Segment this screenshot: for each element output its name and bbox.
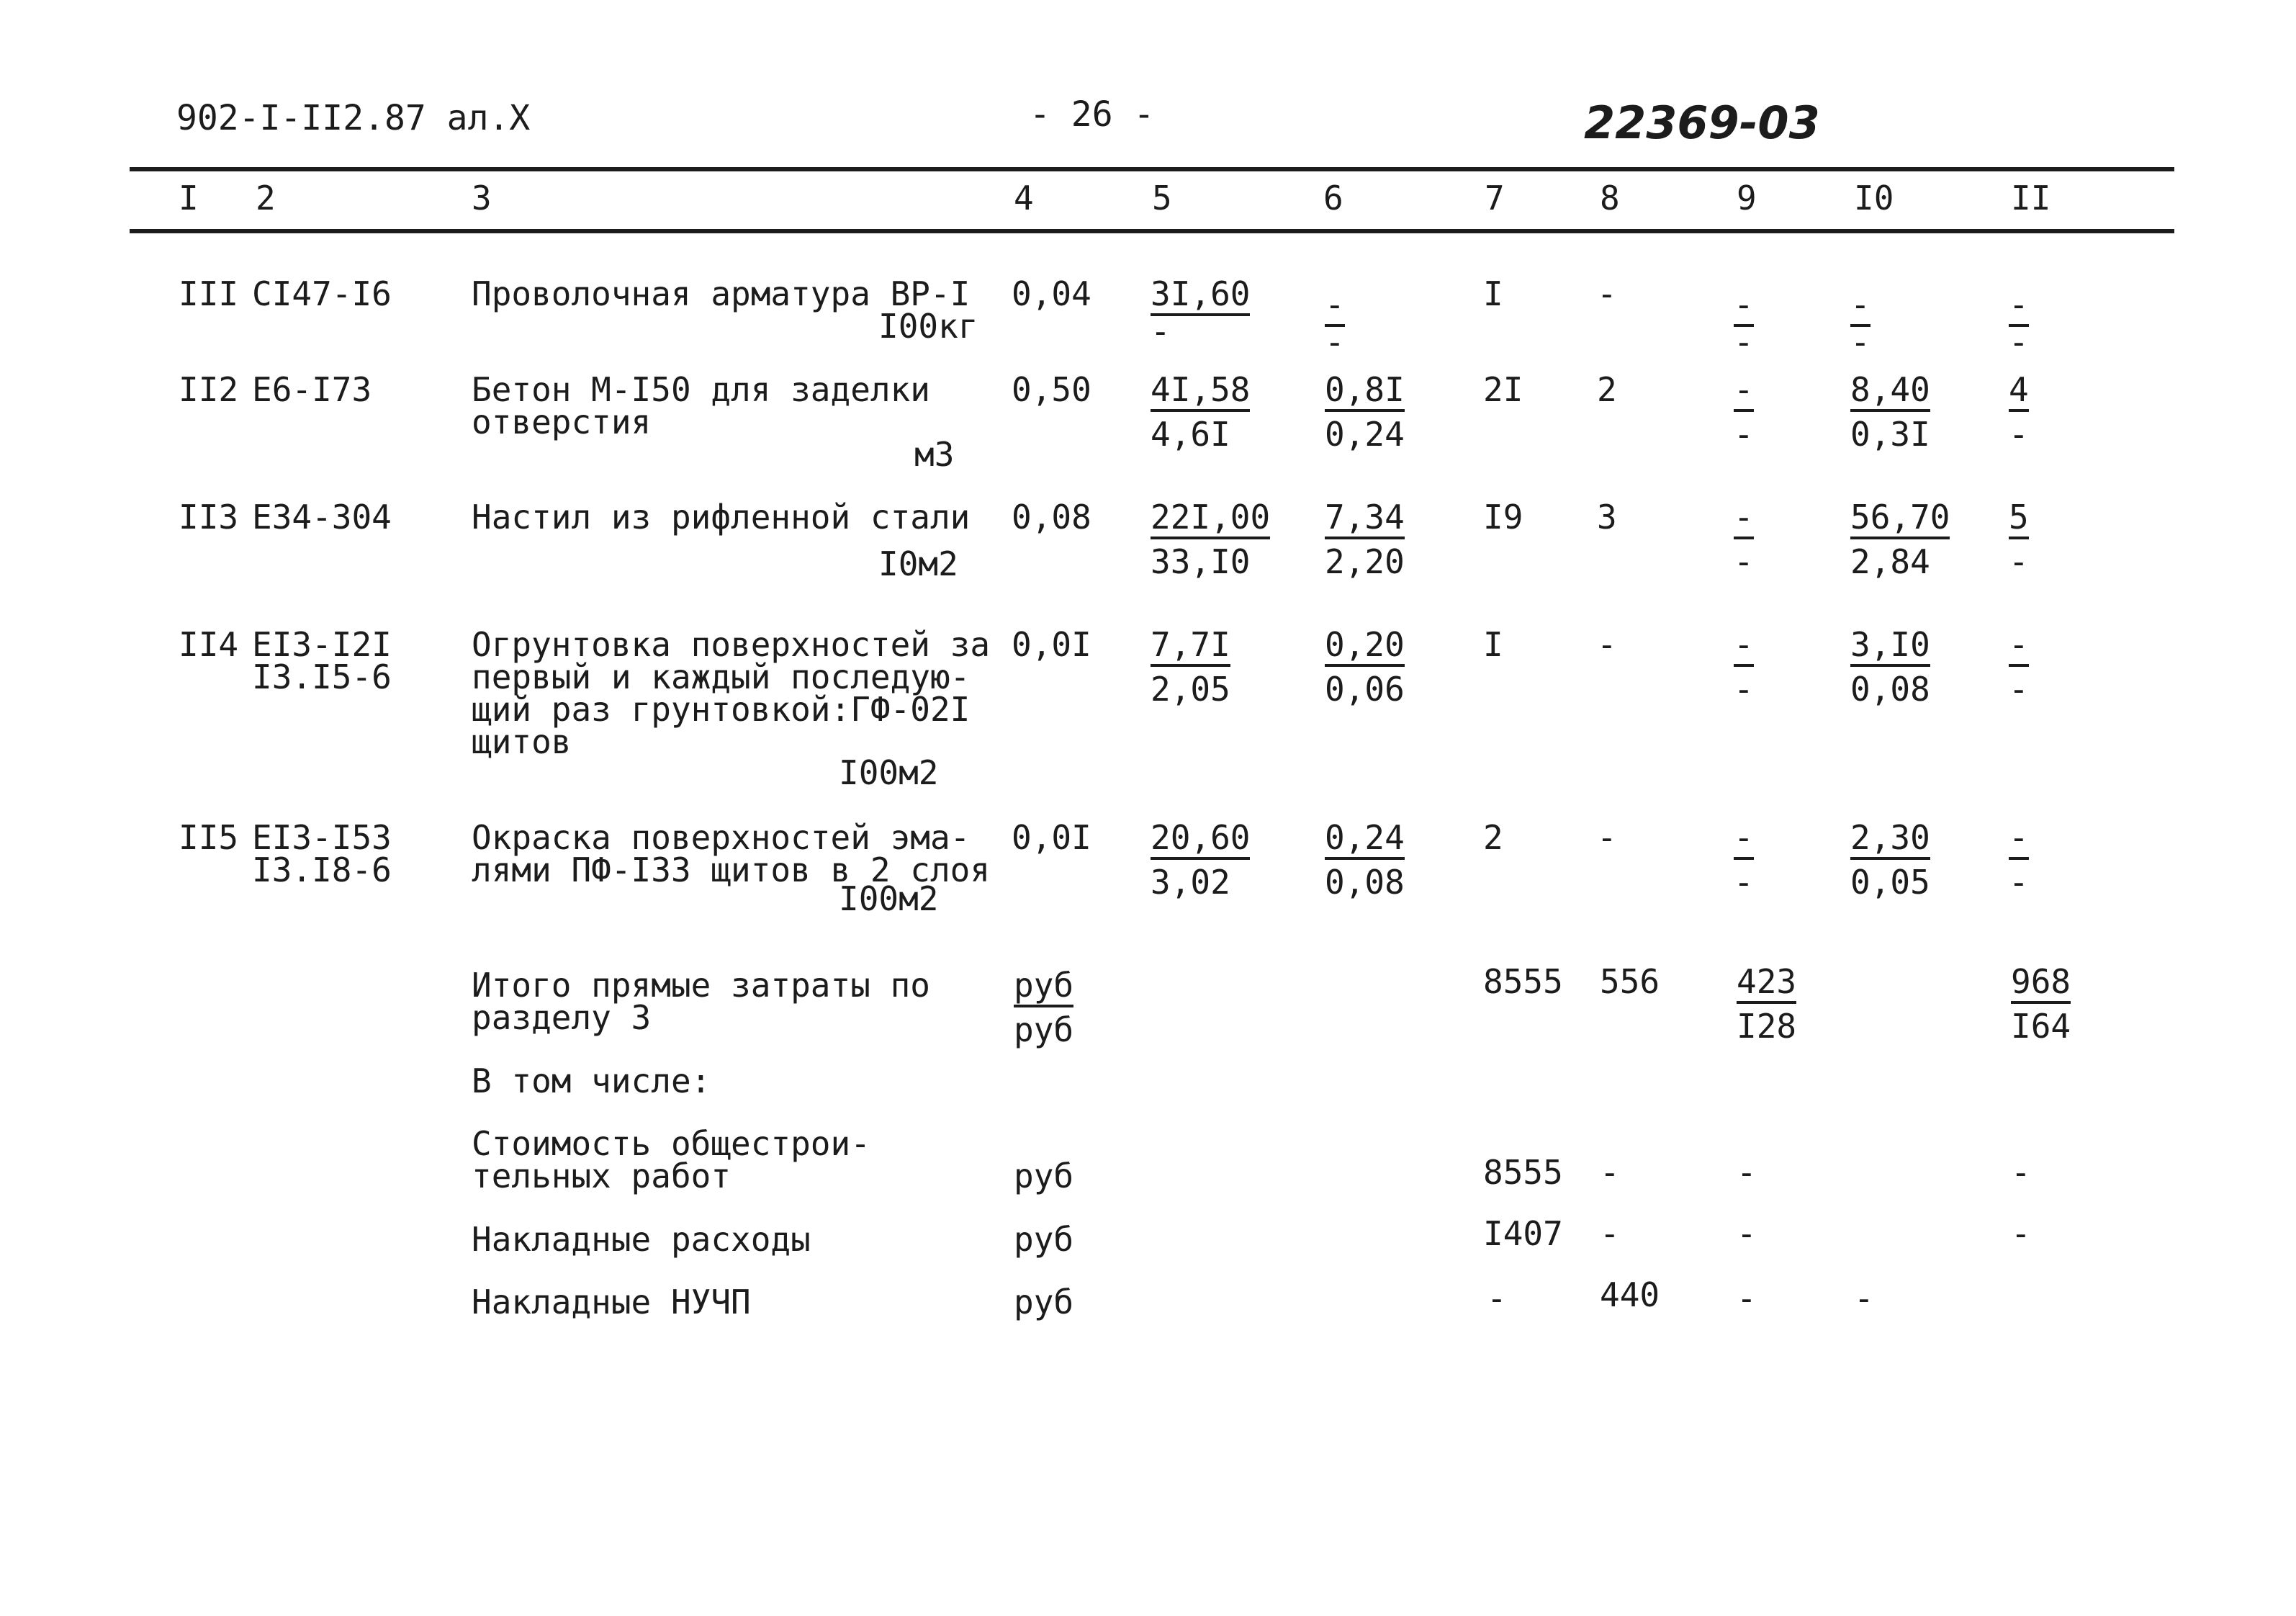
col11-value: [2009, 498, 2029, 581]
col11-bottom: -: [2009, 542, 2029, 581]
including-label: В том числе:: [472, 1061, 711, 1100]
row-number: II3: [179, 498, 239, 537]
col6-value: [1325, 818, 1405, 902]
rate-code: E6-I73: [252, 370, 372, 409]
totals-unit-bottom: руб: [1014, 1010, 1074, 1049]
col-header-2: 2: [256, 179, 276, 217]
col5-bottom: 4,6I: [1151, 415, 1230, 454]
col10-top: 2,30: [1850, 821, 1930, 860]
col11-value: [2009, 625, 2029, 709]
row-unit: I00кг: [878, 307, 978, 346]
breakdown-col7: 8555: [1483, 1153, 1563, 1192]
row-description: Настил из рифленной стали: [472, 498, 971, 537]
col5-top: 22I,00: [1151, 500, 1270, 539]
col8-value: -: [1597, 625, 1617, 664]
col11-top: -: [2009, 821, 2029, 860]
col6-bottom: 2,20: [1325, 542, 1405, 581]
col6-bottom: -: [1325, 323, 1345, 362]
col11-bottom: -: [2009, 863, 2029, 902]
row-description: лями ПФ-I33 щитов в 2 слоя: [472, 850, 991, 889]
col5-bottom: 3,02: [1151, 863, 1230, 902]
col-header-6: 6: [1323, 179, 1343, 217]
col5-value: [1151, 625, 1230, 709]
breakdown-col8: -: [1600, 1153, 1620, 1192]
col6-bottom: 0,06: [1325, 670, 1405, 709]
col9-bottom: -: [1734, 323, 1754, 362]
col5-value: [1151, 370, 1251, 454]
totals-unit: [1014, 966, 1074, 1049]
col9-top: -: [1734, 628, 1754, 667]
col11-top: 4: [2009, 373, 2029, 412]
breakdown-label: тельных работ: [472, 1157, 731, 1195]
col11-value: [2009, 818, 2029, 902]
col10-top: 3,I0: [1850, 628, 1930, 667]
col6-value: [1325, 370, 1405, 454]
col-header-1: I: [179, 179, 199, 217]
col7-value: I9: [1483, 498, 1523, 537]
col9-value: [1734, 370, 1754, 454]
col8-value: 2: [1597, 370, 1617, 409]
col6-bottom: 0,08: [1325, 863, 1405, 902]
col9-value: [1734, 625, 1754, 709]
row-description: отверстия: [472, 403, 652, 441]
header-bottom-rule: [130, 229, 2174, 233]
row-description: первый и каждый последую-: [472, 657, 971, 696]
breakdown-label: Стоимость общестрои-: [472, 1124, 870, 1163]
col6-top: 0,20: [1325, 628, 1405, 667]
col11-bottom: -: [2009, 415, 2029, 454]
totals-label: разделу 3: [472, 998, 652, 1037]
totals-col9: [1737, 962, 1797, 1046]
row-quantity: 0,0I: [1012, 625, 1091, 664]
col7-value: 2I: [1483, 370, 1523, 409]
row-unit: I00м2: [839, 879, 939, 918]
col6-top: 0,8I: [1325, 373, 1405, 412]
row-quantity: 0,08: [1012, 498, 1091, 537]
col11-top: 5: [2009, 500, 2029, 539]
col9-value: [1734, 285, 1754, 362]
breakdown-col8: -: [1600, 1214, 1620, 1253]
rate-code-sub: I3.I5-6: [252, 657, 392, 696]
rate-code-sub: I3.I8-6: [252, 850, 392, 889]
col10-bottom: 2,84: [1850, 542, 1930, 581]
breakdown-col7: I407: [1483, 1214, 1563, 1253]
row-number: II4: [179, 625, 239, 664]
col11-top: -: [2009, 628, 2029, 667]
breakdown-label: Накладные НУЧП: [472, 1283, 751, 1321]
col5-top: 3I,60: [1151, 277, 1250, 316]
col6-top: -: [1325, 288, 1345, 327]
col6-top: 0,24: [1325, 821, 1405, 860]
breakdown-col9: -: [1737, 1153, 1757, 1192]
col10-value: [1850, 625, 1930, 709]
rate-code: CI47-I6: [252, 274, 392, 313]
row-unit: м3: [914, 435, 955, 474]
col-header-8: 8: [1600, 179, 1620, 217]
doc-code: 902-I-II2.87 ал.X: [176, 98, 531, 138]
col6-value: [1325, 625, 1405, 709]
rate-code: EI3-I53: [252, 818, 392, 857]
col9-value: [1734, 818, 1754, 902]
col10-top: 8,40: [1850, 373, 1930, 412]
col7-value: I: [1483, 625, 1503, 664]
row-description: щитов: [472, 722, 572, 761]
col-header-3: 3: [472, 179, 492, 217]
col11-value: [2009, 285, 2029, 362]
col11-top: -: [2009, 288, 2029, 327]
stamp-number: 22369-03: [1584, 96, 1820, 149]
col9-value: [1734, 498, 1754, 581]
col10-value: [1850, 498, 1950, 581]
row-description: Бетон М-I50 для заделки: [472, 370, 930, 409]
col10-top: 56,70: [1850, 500, 1950, 539]
totals-col7: 8555: [1483, 962, 1563, 1001]
row-description: Огрунтовка поверхностей за: [472, 625, 991, 664]
col-header-9: 9: [1737, 179, 1757, 217]
col-header-4: 4: [1014, 179, 1034, 217]
col10-bottom: 0,3I: [1850, 415, 1930, 454]
col-header-11: II: [2011, 179, 2051, 217]
col11-bottom: -: [2009, 670, 2029, 709]
top-rule: [130, 167, 2174, 171]
col-header-5: 5: [1152, 179, 1172, 217]
col8-value: -: [1597, 818, 1617, 857]
col9-bottom: -: [1734, 670, 1754, 709]
breakdown-col11: -: [2011, 1153, 2031, 1192]
totals-col11-bottom: I64: [2011, 1007, 2071, 1046]
rate-code: EI3-I2I: [252, 625, 392, 664]
rate-code: E34-304: [252, 498, 392, 537]
totals-col11-top: 968: [2011, 965, 2071, 1004]
col6-value: [1325, 285, 1345, 362]
row-number: III: [179, 274, 239, 313]
breakdown-label: Накладные расходы: [472, 1220, 811, 1259]
breakdown-col9: -: [1737, 1279, 1757, 1318]
breakdown-unit: руб: [1014, 1220, 1074, 1259]
col9-bottom: -: [1734, 863, 1754, 902]
col5-bottom: 2,05: [1151, 670, 1230, 709]
breakdown-col9: -: [1737, 1214, 1757, 1253]
col10-bottom: 0,08: [1850, 670, 1930, 709]
col10-value: [1850, 370, 1930, 454]
row-description: Окраска поверхностей эма-: [472, 818, 971, 857]
col9-top: -: [1734, 288, 1754, 327]
col9-top: -: [1734, 821, 1754, 860]
totals-col9-bottom: I28: [1737, 1007, 1797, 1046]
col6-bottom: 0,24: [1325, 415, 1405, 454]
breakdown-col8: 440: [1600, 1275, 1660, 1314]
breakdown-col10: -: [1854, 1279, 1874, 1318]
col9-bottom: -: [1734, 415, 1754, 454]
col5-value: [1151, 274, 1251, 351]
breakdown-col7: -: [1487, 1279, 1507, 1318]
col11-value: [2009, 370, 2029, 454]
row-number: II2: [179, 370, 239, 409]
col6-top: 7,34: [1325, 500, 1405, 539]
col5-top: 20,60: [1151, 821, 1250, 860]
breakdown-unit: руб: [1014, 1157, 1074, 1195]
col5-top: 7,7I: [1151, 628, 1230, 667]
row-unit: I00м2: [839, 753, 939, 792]
row-description: Проволочная арматура ВР-I: [472, 274, 971, 313]
col8-value: 3: [1597, 498, 1617, 537]
col5-bottom: 33,I0: [1151, 542, 1251, 581]
col11-bottom: -: [2009, 323, 2029, 362]
row-unit: I0м2: [878, 544, 958, 583]
totals-unit-top: руб: [1014, 969, 1073, 1007]
row-quantity: 0,0I: [1012, 818, 1091, 857]
col7-value: I: [1483, 274, 1503, 313]
col10-value: [1850, 818, 1930, 902]
row-quantity: 0,50: [1012, 370, 1091, 409]
col7-value: 2: [1483, 818, 1503, 857]
row-quantity: 0,04: [1012, 274, 1091, 313]
col-header-10: I0: [1854, 179, 1894, 217]
page-number: - 26 -: [1030, 94, 1155, 135]
row-number: II5: [179, 818, 239, 857]
totals-col11: [2011, 962, 2071, 1046]
col5-bottom: -: [1151, 312, 1171, 351]
col8-value: -: [1597, 274, 1617, 313]
col10-top: -: [1850, 288, 1870, 327]
col5-top: 4I,58: [1151, 373, 1250, 412]
col9-top: -: [1734, 373, 1754, 412]
col9-bottom: -: [1734, 542, 1754, 581]
totals-col8: 556: [1600, 962, 1660, 1001]
col10-bottom: -: [1850, 323, 1870, 362]
col5-value: [1151, 498, 1271, 581]
col9-top: -: [1734, 500, 1754, 539]
totals-col9-top: 423: [1737, 965, 1796, 1004]
col10-bottom: 0,05: [1850, 863, 1930, 902]
col6-value: [1325, 498, 1405, 581]
col10-value: [1850, 285, 1870, 362]
totals-label: Итого прямые затраты по: [472, 966, 930, 1005]
breakdown-unit: руб: [1014, 1283, 1074, 1321]
breakdown-col11: -: [2011, 1214, 2031, 1253]
row-description: щий раз грунтовкой:ГФ-02I: [472, 690, 971, 729]
col-header-7: 7: [1485, 179, 1505, 217]
col5-value: [1151, 818, 1251, 902]
